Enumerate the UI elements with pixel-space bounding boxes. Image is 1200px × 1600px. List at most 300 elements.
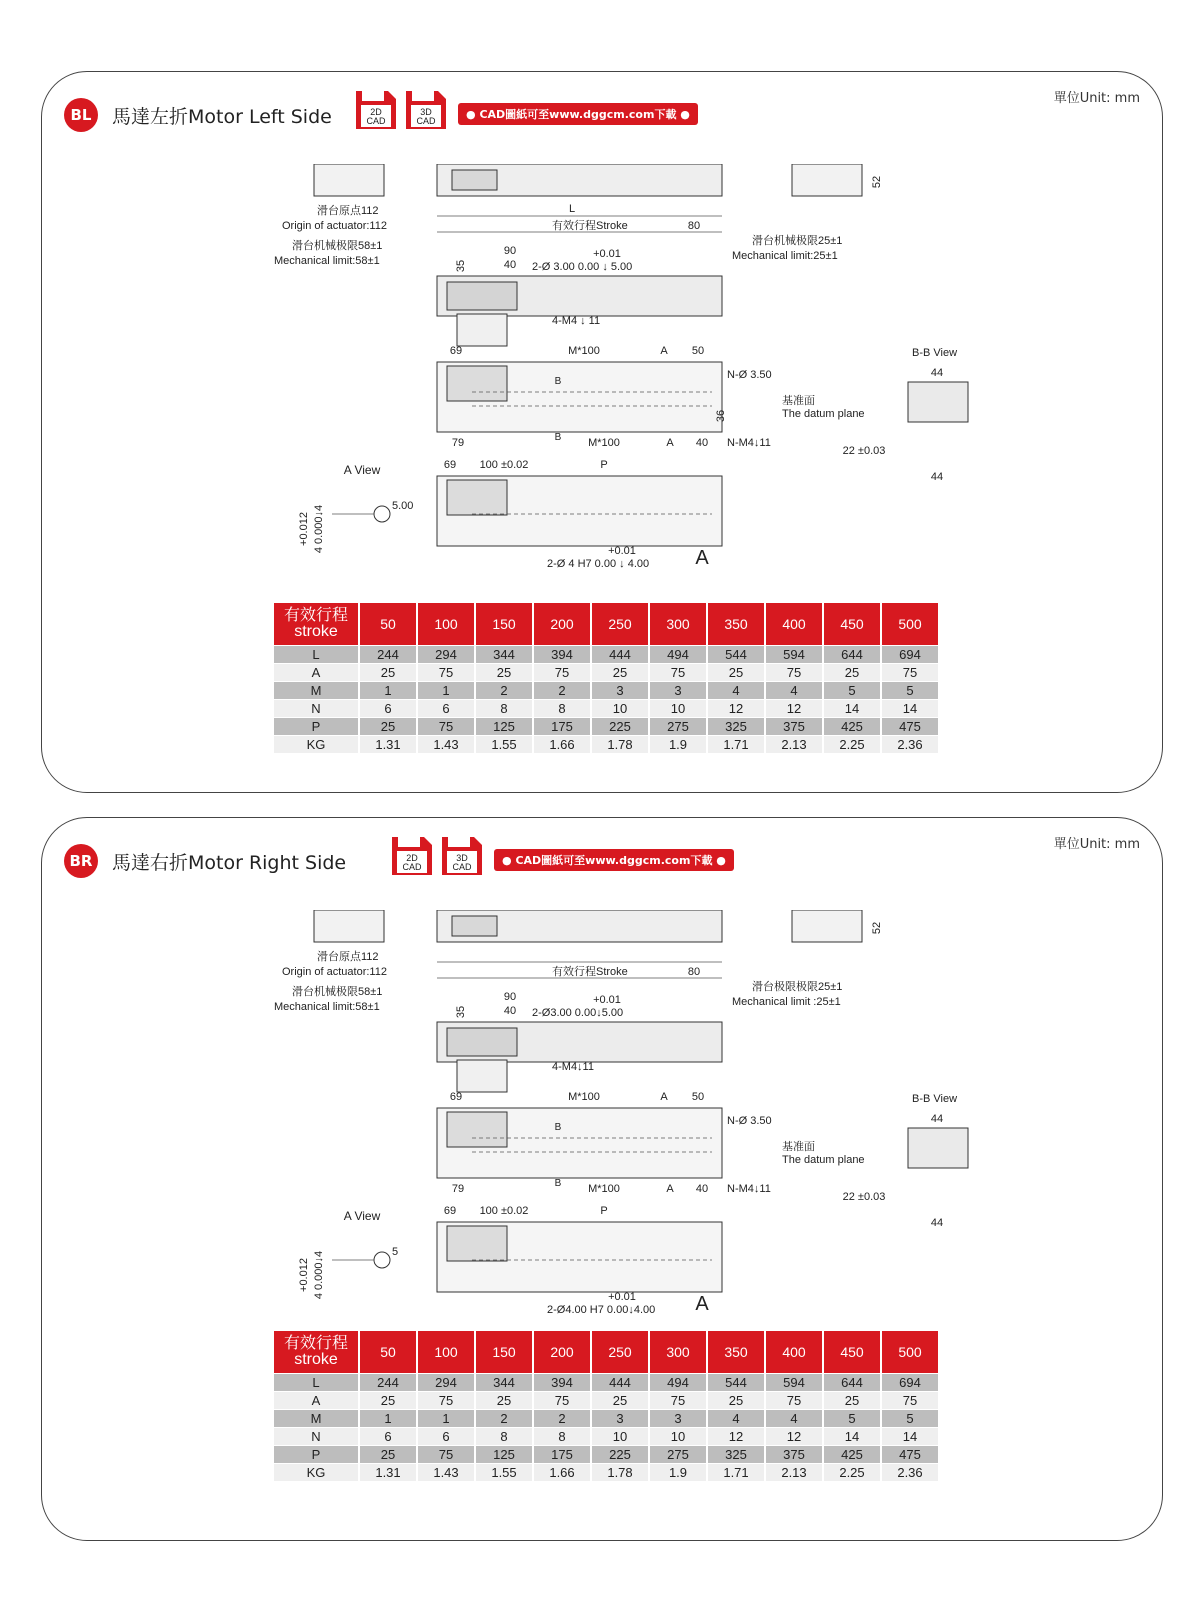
slider-block — [447, 282, 517, 310]
stroke-column-header: 50 — [360, 1331, 416, 1373]
a-view-title: A View — [343, 463, 381, 477]
table-row — [274, 718, 938, 735]
table-cell: 1.71 — [708, 1464, 764, 1481]
table-cell: 6 — [418, 1428, 474, 1445]
motor-end-view — [314, 910, 384, 942]
table-cell: 25 — [824, 1392, 880, 1409]
row-label: M — [274, 682, 358, 699]
table-cell: 2.36 — [882, 736, 938, 753]
mech-limit-left-cn: 滑台机械极限58±1 — [292, 240, 383, 252]
mech-limit-right-cn: 滑台极限极限25±1 — [752, 981, 843, 993]
cad-icon-kind: 2D — [370, 107, 382, 117]
cad-download-link[interactable] — [494, 849, 734, 871]
dim-52: 52 — [871, 175, 883, 189]
table-cell: 325 — [708, 718, 764, 735]
stroke-column-header: 400 — [766, 1331, 822, 1373]
table-cell: 1.9 — [650, 736, 706, 753]
motor-bottom — [447, 366, 507, 401]
n-hole-label: N-Ø 3.50 — [727, 1115, 772, 1127]
dim-5: 5 — [392, 1246, 399, 1258]
n-m4-label: N-M4↓11 — [727, 437, 771, 449]
table-cell: 175 — [534, 1446, 590, 1463]
motor-end-view — [314, 164, 384, 196]
table-cell: 2.13 — [766, 1464, 822, 1481]
bullet-icon: ● — [676, 107, 690, 121]
table-cell: 594 — [766, 1374, 822, 1391]
panel-motor-right — [41, 817, 1163, 1541]
table-cell: 1.78 — [592, 736, 648, 753]
bullet-icon: ● — [502, 853, 516, 867]
stroke-column-header: 100 — [418, 603, 474, 645]
mech-limit-left-en: Mechanical limit:58±1 — [274, 1001, 380, 1013]
dim-69: 69 — [449, 345, 463, 357]
origin-label-en: Origin of actuator:112 — [282, 220, 387, 232]
m4-label: 4-M4 ↓ 11 — [552, 315, 601, 327]
table-cell: 1.43 — [418, 1464, 474, 1481]
m4-label: 4-M4↓11 — [552, 1061, 594, 1073]
table-cell: 75 — [882, 1392, 938, 1409]
cad-icon-word: CAD — [366, 116, 386, 126]
dim-44-bottom: 44 — [930, 1217, 944, 1229]
table-cell: 425 — [824, 718, 880, 735]
dim-P: P — [600, 1205, 608, 1217]
table-cell: 25 — [592, 664, 648, 681]
table-cell: 8 — [534, 700, 590, 717]
table-cell: 4 — [766, 1410, 822, 1427]
dim-79: 79 — [451, 1183, 465, 1195]
table-cell: 6 — [418, 700, 474, 717]
table-cell: 644 — [824, 646, 880, 663]
stroke-column-header: 50 — [360, 603, 416, 645]
table-cell: 25 — [360, 718, 416, 735]
table-cell: 644 — [824, 1374, 880, 1391]
table-cell: 2.25 — [824, 1464, 880, 1481]
table-cell: 4 — [708, 682, 764, 699]
hole1-tolerance: +0.01 — [593, 248, 621, 260]
table-cell: 244 — [360, 646, 416, 663]
table-cell: 75 — [766, 1392, 822, 1409]
cad-icon-word: CAD — [416, 116, 436, 126]
table-cell: 14 — [882, 700, 938, 717]
3d-cad-icon[interactable] — [404, 89, 448, 131]
pin-tolerance-lower: 4 0.000↓4 — [313, 504, 325, 554]
table-cell: 344 — [476, 1374, 532, 1391]
row-label: L — [274, 1374, 358, 1391]
table-cell: 14 — [882, 1428, 938, 1445]
dim-22: 22 ±0.03 — [842, 445, 886, 457]
table-cell: 25 — [476, 664, 532, 681]
actuator-end-view — [792, 910, 862, 942]
row-label: KG — [274, 736, 358, 753]
cad-icon-kind: 3D — [420, 107, 432, 117]
table-cell: 1.78 — [592, 1464, 648, 1481]
table-cell: 444 — [592, 646, 648, 663]
table-cell: 1.9 — [650, 1464, 706, 1481]
table-cell: 25 — [708, 664, 764, 681]
unit-label: 單位Unit: mm — [1053, 837, 1140, 852]
table-row — [274, 1428, 938, 1445]
motor-bottom — [447, 1112, 507, 1147]
pin-tolerance-upper: +0.012 — [298, 1258, 310, 1292]
dim-44-bottom: 44 — [930, 471, 944, 483]
table-cell: 25 — [592, 1392, 648, 1409]
dim-m100-bottom: M*100 — [588, 1183, 620, 1195]
table-cell: 2 — [476, 682, 532, 699]
table-cell: 544 — [708, 1374, 764, 1391]
table-row — [274, 1374, 938, 1391]
unit-label: 單位Unit: mm — [1053, 91, 1140, 106]
dim-40-bottom: 40 — [695, 437, 709, 449]
cad-download-link[interactable] — [458, 103, 698, 125]
table-row — [274, 1392, 938, 1409]
bullet-icon: ● — [712, 853, 726, 867]
section-title: 馬達右折Motor Right Side — [112, 852, 347, 874]
table-cell: 12 — [708, 1428, 764, 1445]
origin-label-cn: 滑台原点112 — [317, 951, 379, 963]
row-label: A — [274, 1392, 358, 1409]
table-cell: 75 — [766, 664, 822, 681]
section-b-top: B — [554, 376, 562, 387]
table-cell: 10 — [592, 1428, 648, 1445]
stroke-column-header: 200 — [534, 603, 590, 645]
datum-label-cn: 基准面 — [782, 1141, 815, 1153]
table-cell: 275 — [650, 718, 706, 735]
stroke-column-header: 250 — [592, 1331, 648, 1373]
motor-lower — [447, 480, 507, 515]
cad-download-text: CAD圖紙可至www.dggcm.com下載 — [479, 108, 677, 121]
hole2-spec: 2-Ø 4 H7 0.00 ↓ 4.00 — [547, 558, 650, 570]
table-cell: 425 — [824, 1446, 880, 1463]
pin-hole-detail — [374, 506, 390, 522]
table-cell: 8 — [534, 1428, 590, 1445]
dim-69-lower: 69 — [443, 1205, 457, 1217]
stroke-header-cn: 有效行程 — [283, 607, 348, 624]
dim-90: 90 — [503, 245, 517, 257]
table-cell: 275 — [650, 1446, 706, 1463]
table-cell: 5 — [824, 1410, 880, 1427]
engineering-drawing — [232, 910, 992, 1340]
hole1-tolerance: +0.01 — [593, 994, 621, 1006]
spec-table — [272, 1330, 940, 1482]
dim-90: 90 — [503, 991, 517, 1003]
dim-m100: M*100 — [568, 1091, 600, 1103]
table-cell: 75 — [418, 1392, 474, 1409]
section-b-bottom: B — [554, 1178, 562, 1189]
view-A-marker: A — [695, 547, 709, 569]
motor-lower — [447, 1226, 507, 1261]
stroke-column-header: 500 — [882, 603, 938, 645]
table-cell: 4 — [766, 682, 822, 699]
dim-A-bottom: A — [666, 437, 674, 449]
table-row — [274, 664, 938, 681]
stroke-label: 有效行程Stroke — [552, 966, 628, 978]
stroke-column-header: 300 — [650, 603, 706, 645]
stroke-column-header: 100 — [418, 1331, 474, 1373]
table-cell: 325 — [708, 1446, 764, 1463]
table-cell: 1 — [360, 1410, 416, 1427]
table-cell: 12 — [708, 700, 764, 717]
dim-40-bottom: 40 — [695, 1183, 709, 1195]
n-m4-label: N-M4↓11 — [727, 1183, 771, 1195]
section-b-top: B — [554, 1122, 562, 1133]
stroke-header-cn: 有效行程 — [283, 1335, 348, 1352]
dim-5: 5.00 — [392, 500, 414, 512]
dim-100: 100 ±0.02 — [479, 1205, 529, 1217]
mech-limit-right-en: Mechanical limit :25±1 — [732, 996, 841, 1008]
datum-label-cn: 基准面 — [782, 395, 815, 407]
table-cell: 5 — [824, 682, 880, 699]
dim-L: L — [568, 203, 576, 215]
dim-A: A — [660, 345, 668, 357]
stroke-column-header: 450 — [824, 1331, 880, 1373]
hole1-spec: 2-Ø3.00 0.00↓5.00 — [532, 1007, 624, 1019]
table-cell: 1.31 — [360, 736, 416, 753]
slider-top — [452, 170, 497, 190]
table-cell: 1 — [418, 682, 474, 699]
engineering-drawing — [232, 164, 992, 594]
mech-limit-right-cn: 滑台机械极限25±1 — [752, 235, 843, 247]
table-cell: 125 — [476, 1446, 532, 1463]
table-cell: 2 — [534, 1410, 590, 1427]
table-cell: 75 — [534, 664, 590, 681]
table-cell: 10 — [650, 1428, 706, 1445]
table-cell: 14 — [824, 700, 880, 717]
table-cell: 2 — [534, 682, 590, 699]
origin-label-en: Origin of actuator:112 — [282, 966, 387, 978]
mech-limit-left-cn: 滑台机械极限58±1 — [292, 986, 383, 998]
stroke-column-header: 500 — [882, 1331, 938, 1373]
table-cell: 75 — [650, 664, 706, 681]
table-row — [274, 700, 938, 717]
table-cell: 294 — [418, 646, 474, 663]
table-cell: 225 — [592, 718, 648, 735]
stroke-column-header: 450 — [824, 603, 880, 645]
table-cell: 75 — [418, 1446, 474, 1463]
datum-label-en: The datum plane — [782, 1154, 865, 1166]
stroke-header-en: stroke — [294, 1351, 338, 1368]
table-cell: 25 — [708, 1392, 764, 1409]
table-cell: 1 — [418, 1410, 474, 1427]
stroke-column-header: 200 — [534, 1331, 590, 1373]
stroke-header — [274, 1331, 358, 1373]
stroke-column-header: 250 — [592, 603, 648, 645]
table-row — [274, 1410, 938, 1427]
cad-download-text: CAD圖紙可至www.dggcm.com下載 — [515, 854, 713, 867]
a-view-title: A View — [343, 1209, 381, 1223]
table-cell: 1.66 — [534, 1464, 590, 1481]
dim-A: A — [660, 1091, 668, 1103]
table-cell: 2.36 — [882, 1464, 938, 1481]
table-cell: 444 — [592, 1374, 648, 1391]
hole2-tolerance: +0.01 — [608, 545, 636, 557]
stroke-header-en: stroke — [294, 623, 338, 640]
table-cell: 25 — [824, 664, 880, 681]
dim-36: 36 — [715, 409, 727, 423]
hole2-spec: 2-Ø4.00 H7 0.00↓4.00 — [547, 1304, 656, 1316]
row-label: L — [274, 646, 358, 663]
table-cell: 375 — [766, 718, 822, 735]
table-cell: 1.71 — [708, 736, 764, 753]
hole1-spec: 2-Ø 3.00 0.00 ↓ 5.00 — [532, 261, 633, 273]
table-cell: 1 — [360, 682, 416, 699]
table-cell: 25 — [360, 1392, 416, 1409]
motor-block — [457, 1060, 507, 1092]
table-cell: 225 — [592, 1446, 648, 1463]
mech-limit-right-en: Mechanical limit:25±1 — [732, 250, 838, 262]
table-cell: 25 — [360, 1446, 416, 1463]
table-cell: 294 — [418, 1374, 474, 1391]
dim-69-lower: 69 — [443, 459, 457, 471]
table-cell: 12 — [766, 1428, 822, 1445]
section-title: 馬達左折Motor Left Side — [112, 106, 332, 128]
table-row — [274, 1464, 938, 1481]
dim-40: 40 — [503, 259, 517, 271]
table-cell: 75 — [650, 1392, 706, 1409]
table-cell: 2.25 — [824, 736, 880, 753]
dim-35: 35 — [455, 1005, 467, 1019]
section-b-bottom: B — [554, 432, 562, 443]
table-cell: 8 — [476, 1428, 532, 1445]
table-cell: 3 — [592, 1410, 648, 1427]
table-cell: 1.66 — [534, 736, 590, 753]
slider-top — [452, 916, 497, 936]
row-label: M — [274, 1410, 358, 1427]
3d-cad-icon[interactable] — [440, 835, 484, 877]
table-row — [274, 646, 938, 663]
table-cell: 3 — [592, 682, 648, 699]
table-cell: 175 — [534, 718, 590, 735]
dim-A-bottom: A — [666, 1183, 674, 1195]
table-cell: 5 — [882, 1410, 938, 1427]
table-cell: 694 — [882, 1374, 938, 1391]
dim-44-top: 44 — [930, 367, 944, 379]
table-cell: 6 — [360, 700, 416, 717]
dim-50: 50 — [691, 345, 705, 357]
slider-block — [447, 1028, 517, 1056]
dim-P: P — [600, 459, 608, 471]
table-cell: 1.55 — [476, 736, 532, 753]
table-row — [274, 1446, 938, 1463]
table-cell: 1.55 — [476, 1464, 532, 1481]
table-cell: 1.31 — [360, 1464, 416, 1481]
table-cell: 75 — [534, 1392, 590, 1409]
table-cell: 75 — [418, 718, 474, 735]
table-cell: 5 — [882, 682, 938, 699]
hole2-tolerance: +0.01 — [608, 1291, 636, 1303]
table-header-row — [274, 1331, 938, 1373]
origin-label-cn: 滑台原点112 — [317, 205, 379, 217]
table-row — [274, 736, 938, 753]
bb-section — [908, 382, 968, 422]
2d-cad-icon[interactable] — [354, 89, 398, 131]
dim-22: 22 ±0.03 — [842, 1191, 886, 1203]
dim-80: 80 — [687, 966, 701, 978]
stroke-column-header: 300 — [650, 1331, 706, 1373]
cad-icon-word: CAD — [452, 862, 472, 872]
cad-icon-kind: 3D — [456, 853, 468, 863]
table-cell: 10 — [592, 700, 648, 717]
table-cell: 125 — [476, 718, 532, 735]
table-cell: 8 — [476, 700, 532, 717]
row-label: N — [274, 700, 358, 717]
dim-40: 40 — [503, 1005, 517, 1017]
table-cell: 3 — [650, 1410, 706, 1427]
pin-tolerance-lower: 4 0.000↓4 — [313, 1250, 325, 1300]
table-cell: 1.43 — [418, 736, 474, 753]
table-cell: 475 — [882, 718, 938, 735]
view-A-marker: A — [695, 1293, 709, 1315]
spec-table — [272, 602, 940, 754]
pin-tolerance-upper: +0.012 — [298, 512, 310, 546]
dim-69: 69 — [449, 1091, 463, 1103]
table-cell: 12 — [766, 700, 822, 717]
table-cell: 25 — [360, 664, 416, 681]
bb-section — [908, 1128, 968, 1168]
dim-52: 52 — [871, 921, 883, 935]
table-cell: 2 — [476, 1410, 532, 1427]
table-cell: 375 — [766, 1446, 822, 1463]
table-cell: 394 — [534, 1374, 590, 1391]
table-row — [274, 682, 938, 699]
pin-hole-detail — [374, 1252, 390, 1268]
bb-view-title: B-B View — [912, 1093, 958, 1105]
n-hole-label: N-Ø 3.50 — [727, 369, 772, 381]
dim-50: 50 — [691, 1091, 705, 1103]
table-cell: 75 — [882, 664, 938, 681]
row-label: P — [274, 1446, 358, 1463]
table-cell: 544 — [708, 646, 764, 663]
table-cell: 494 — [650, 646, 706, 663]
stroke-header — [274, 603, 358, 645]
row-label: N — [274, 1428, 358, 1445]
table-cell: 6 — [360, 1428, 416, 1445]
table-cell: 494 — [650, 1374, 706, 1391]
stroke-column-header: 350 — [708, 1331, 764, 1373]
row-label: KG — [274, 1464, 358, 1481]
section-badge: BR — [64, 844, 98, 878]
bullet-icon: ● — [466, 107, 480, 121]
row-label: P — [274, 718, 358, 735]
table-cell: 75 — [418, 664, 474, 681]
dim-m100: M*100 — [568, 345, 600, 357]
table-cell: 10 — [650, 700, 706, 717]
mech-limit-left-en: Mechanical limit:58±1 — [274, 255, 380, 267]
table-cell: 25 — [476, 1392, 532, 1409]
cad-icon-kind: 2D — [406, 853, 418, 863]
table-cell: 244 — [360, 1374, 416, 1391]
table-header-row — [274, 603, 938, 645]
datum-label-en: The datum plane — [782, 408, 865, 420]
stroke-column-header: 350 — [708, 603, 764, 645]
row-label: A — [274, 664, 358, 681]
dim-35: 35 — [455, 259, 467, 273]
panel-motor-left — [41, 71, 1163, 793]
dim-79: 79 — [451, 437, 465, 449]
2d-cad-icon[interactable] — [390, 835, 434, 877]
dim-80: 80 — [687, 220, 701, 232]
dim-m100-bottom: M*100 — [588, 437, 620, 449]
table-cell: 3 — [650, 682, 706, 699]
bb-view-title: B-B View — [912, 347, 958, 359]
section-badge: BL — [64, 98, 98, 132]
actuator-end-view — [792, 164, 862, 196]
table-cell: 394 — [534, 646, 590, 663]
table-cell: 475 — [882, 1446, 938, 1463]
dim-100: 100 ±0.02 — [479, 459, 529, 471]
motor-block — [457, 314, 507, 346]
stroke-column-header: 150 — [476, 603, 532, 645]
cad-icon-word: CAD — [402, 862, 422, 872]
